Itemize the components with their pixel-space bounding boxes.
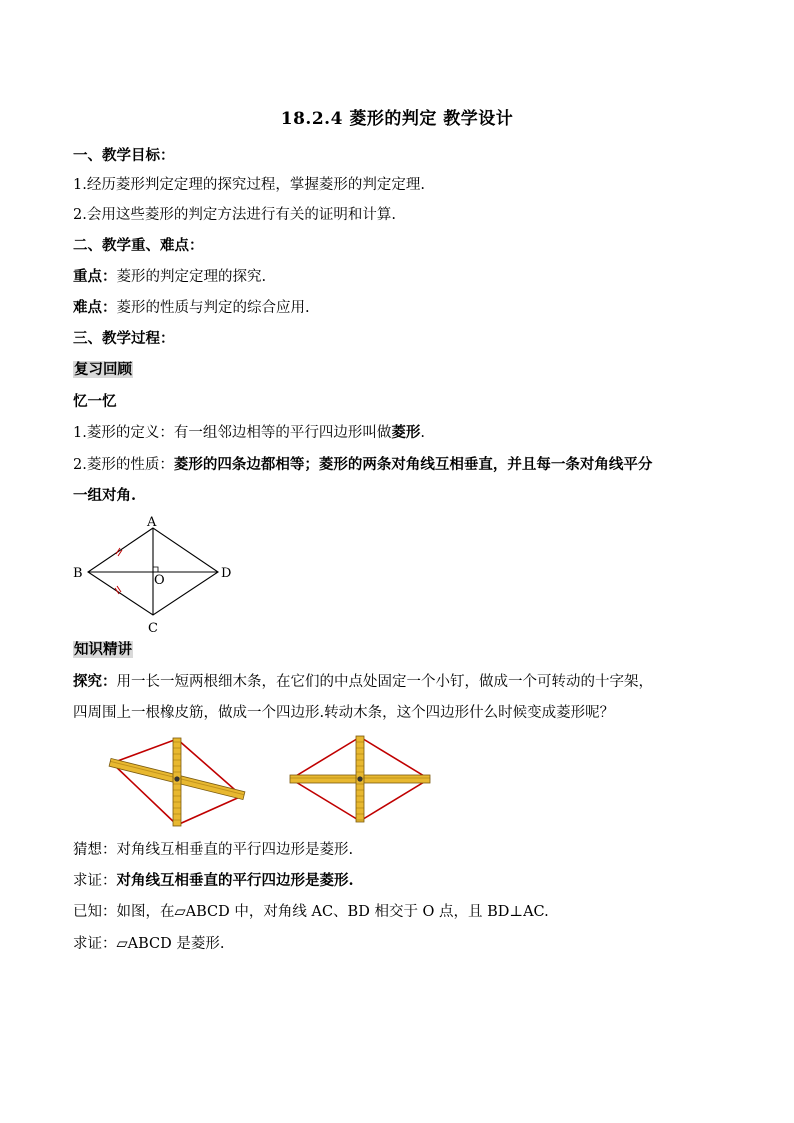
pivot-nail-left <box>174 776 179 781</box>
rhombus-diagram <box>70 512 240 636</box>
review-tag-line <box>73 360 133 380</box>
page-title: 18.2.4 菱形的判定 教学设计 <box>280 109 514 129</box>
definition-line <box>73 423 425 443</box>
review-tag: 复习回顾 <box>74 361 132 378</box>
knowledge-tag-line <box>73 640 133 660</box>
knowledge-tag: 知识精讲 <box>74 641 132 658</box>
wooden-cross-figures <box>104 733 444 831</box>
definition-suffix: . <box>420 425 425 441</box>
key-point-label: 重点： <box>73 268 117 285</box>
prove-text: 对角线互相垂直的平行四边形是菱形. <box>116 872 354 889</box>
pivot-nail-right <box>357 776 362 781</box>
equal-side-ticks <box>115 548 122 594</box>
explore-text-1: 用一长一短两根细木条，在它们的中点处固定一个小钉，做成一个可转动的十字架， <box>116 674 653 690</box>
difficult-point-label: 难点： <box>73 299 117 316</box>
recall-heading: 忆一忆 <box>73 393 117 410</box>
short-stick-left <box>173 738 181 826</box>
key-points-heading: 二、教学重、难点： <box>73 237 204 254</box>
guess-line: 猜想：对角线互相垂直的平行四边形是菱形. <box>73 842 354 858</box>
prove-label: 求证： <box>73 873 117 889</box>
process-heading: 三、教学过程： <box>73 330 175 347</box>
difficult-point-line <box>73 298 310 318</box>
property-bold-1: 菱形的四条边都相等；菱形的两条对角线互相垂直，并且每一条对角线平分 <box>173 456 653 473</box>
label-b: B <box>73 566 83 581</box>
given-line: 已知：如图，在▱ABCD 中，对角线 AC、BD 相交于 O 点，且 BD⊥AC. <box>73 904 549 920</box>
property-prefix: 2.菱形的性质： <box>73 457 174 473</box>
prove2-line: 求证：▱ABCD 是菱形. <box>73 936 225 952</box>
difficult-point-text: 菱形的性质与判定的综合应用. <box>116 300 310 316</box>
rhombus-quadrilateral-figure <box>290 736 430 822</box>
key-point-text: 菱形的判定定理的探究. <box>116 269 267 285</box>
explore-label: 探究： <box>73 673 117 690</box>
explore-line-2: 四周围上一根橡皮筋，做成一个四边形.转动木条，这个四边形什么时候变成菱形呢？ <box>73 705 615 721</box>
explore-line-1 <box>73 672 653 692</box>
objective-item-1: 1.经历菱形判定定理的探究过程，掌握菱形的判定定理. <box>73 177 425 193</box>
label-o: O <box>154 573 165 588</box>
definition-bold: 菱形 <box>391 424 421 441</box>
objective-item-2: 2.会用这些菱形的判定方法进行有关的证明和计算. <box>73 207 396 223</box>
label-d: D <box>221 566 232 581</box>
label-c: C <box>148 621 158 636</box>
definition-prefix: 1.菱形的定义：有一组邻边相等的平行四边形叫做 <box>73 425 392 441</box>
prove-line <box>73 871 354 891</box>
property-line-1 <box>73 455 652 475</box>
key-point-line <box>73 267 266 287</box>
skewed-quadrilateral-figure <box>109 738 245 826</box>
label-a: A <box>147 515 157 530</box>
property-line-2: 一组对角. <box>73 487 137 504</box>
right-angle-mark <box>153 567 158 572</box>
objectives-heading: 一、教学目标： <box>73 147 175 164</box>
